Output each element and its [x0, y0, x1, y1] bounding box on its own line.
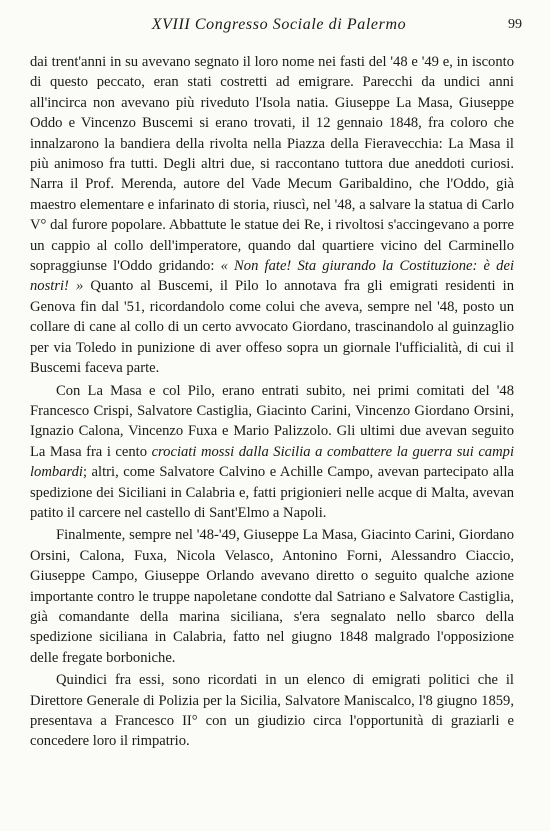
- running-title: XVIII Congresso Sociale di Palermo: [151, 16, 407, 33]
- page-number: 99: [508, 17, 522, 32]
- paragraph-3: [30, 525, 514, 668]
- paragraph-2-italic: crociati mossi dalla Sicilia a combattere la guerra sui campi lombardi: [30, 443, 514, 481]
- paragraph-4-text: Quindici fra essi, sono ricordati in un elenco di emigrati politici che il Direttore Generale di Polizia per la Sicilia, Salvatore Maniscalco, l'8 giugno 1859, presentava a Francesco II° con un giudizio circa l'opportunità di graziarli e concedere loro il rimpatrio.: [30, 672, 514, 750]
- paragraph-1-quote: « Non fate! Sta giurando la Costituzione: è dei nostri! »: [30, 258, 514, 295]
- body-text: [30, 52, 514, 752]
- paragraph-2-text-b: ; altri, come Salvatore Calvino e Achille Campo, avevan partecipato alla spedizione dei Siciliani in Calabria e, fatti prigionieri nelle acque di Malta, avevan patito il carcere nel castello di Sant'Elmo a Napoli.: [30, 464, 514, 521]
- paragraph-1-text-a: dai trent'anni in su avevano segnato il loro nome nei fasti del '48 e '49 e, in isconto di questo peccato, eran stati costretti ad emigrare. Parecchi da undici anni all'incirca non avevano più riveduto l'Isola natia. Giuseppe La Masa, Giuseppe Oddo e Vincenzo Buscemi si erano trovati, il 12 gennaio 1848, fra coloro che innalzarono la bandiera della rivolta nella Piazza della Fieravecchia: La Masa il più animoso fra tutti. Degli altri due, si raccontano tuttora due aneddoti curiosi. Narra il Prof. Merenda, autore del Vade Mecum Garibaldino, che l'Oddo, già maestro elementare e infarinato di storia, riuscì, nel '48, a salvare la statua di Carlo V° dal furore popolare. Abbattute le statue dei Re, i rivoltosi s'accingevano a porre un cappio al collo dell'imperatore, quando dal quartiere vicino del Carminello sopraggiunse l'Oddo gridando:: [30, 54, 514, 275]
- paragraph-1-text-b: Quanto al Buscemi, il Pilo lo annotava fra gli emigrati residenti in Genova fin dal '51, ricordandolo come colui che aveva, sempre nel '48, posto un collare di cane al collo di un certo avvocato Giordano, trascinandolo al guinzaglio per via Toledo in punizione di aver offeso sopra un giornale l'ufficialità, di cui il Buscemi faceva parte.: [30, 278, 514, 377]
- paragraph-4: [30, 670, 514, 752]
- paragraph-3-text: Finalmente, sempre nel '48-'49, Giuseppe La Masa, Giacinto Carini, Giordano Orsini, Calona, Fuxa, Nicola Velasco, Antonino Forni, Alessandro Ciaccio, Giuseppe Campo, Giuseppe Orlando avevano diretto o seguito qualche azione importante contro le truppe napoletane condotte dal Satriano e Salvatore Castiglia, già comandante della marina siciliana, s'era segnalato nello sbarco della spedizione siciliana in Calabria, fatto nel giugno 1848 malgrado l'opposizione delle fregate borboniche.: [30, 527, 514, 666]
- paragraph-1: [30, 52, 514, 379]
- paragraph-2: [30, 381, 514, 524]
- page-header: [30, 14, 528, 38]
- paragraph-2-text-a: Con La Masa e col Pilo, erano entrati subito, nei primi comitati del '48 Francesco Crispi, Salvatore Castiglia, Giacinto Carini, Vincenzo Giordano Orsini, Ignazio Calona, Vincenzo Fuxa e Mario Palizzolo. Gli ultimi due avevan seguito La Masa fra i cento: [30, 382, 514, 460]
